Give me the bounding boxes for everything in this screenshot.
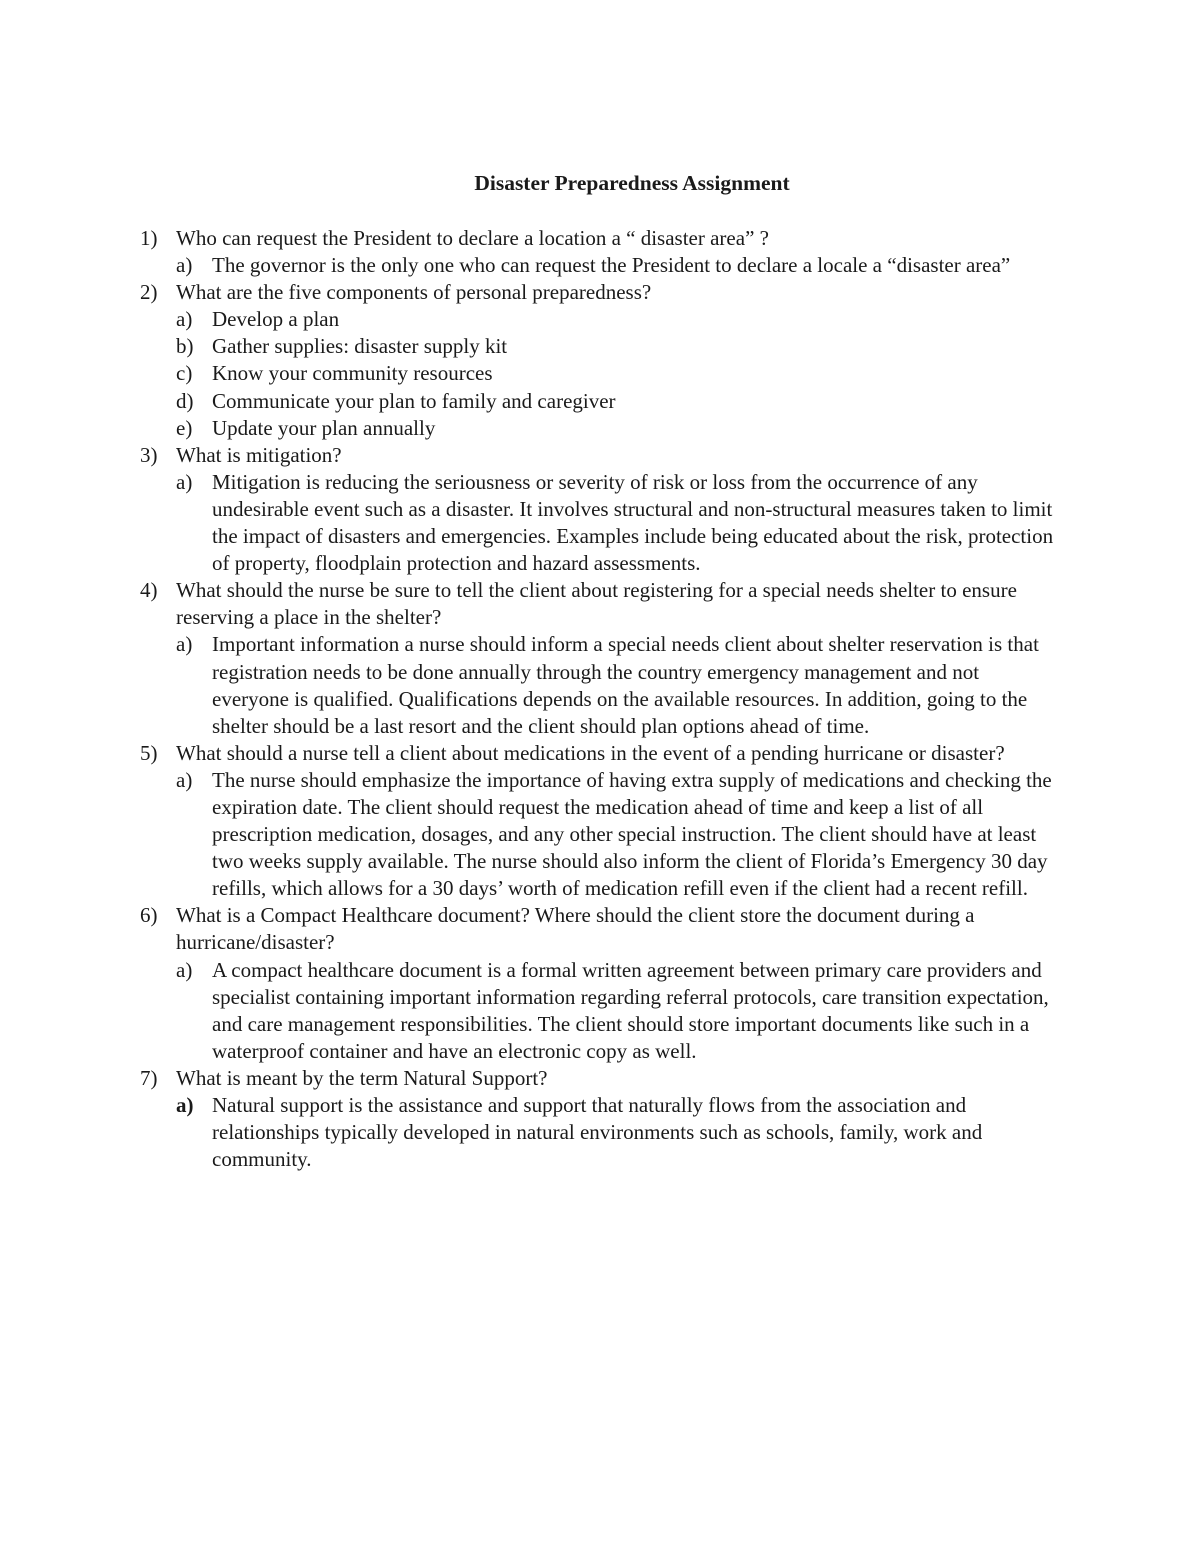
question-text: What is meant by the term Natural Support? [176,1065,548,1090]
answer-letter: a) [176,632,193,657]
answer-text: Important information a nurse should inform a special needs client about shelter reservation is that registration needs to be done annually through the country emergency management and not everyone is qualified. Qualifications depends on the available resources. In addition, going to the shelter should be a last resort and the client should plan options ahead of time. [212,632,1039,738]
question-item [140,740,1060,903]
answer-letter: a) [176,767,193,792]
answer-list [176,957,1060,1065]
answer-text: The governor is the only one who can request the President to declare a locale a “disaster area” [212,253,1011,278]
question-text: Who can request the President to declare a location a “ disaster area” ? [176,226,769,250]
answer-text: Communicate your plan to family and caregiver [212,388,616,413]
question-text: What are the five components of personal preparedness? [176,280,652,305]
answer-item [176,415,1060,442]
question-item [140,1065,1060,1173]
answer-letter: d) [176,388,194,413]
answer-item [176,957,1060,1065]
answer-text: A compact healthcare document is a formal written agreement between primary care providers and specialist containing important information regarding referral protocols, care transition expectation, and care management responsibilities. The client should store important documents like such in a waterproof container and have an electronic copy as well. [212,957,1049,1063]
question-text: What is a Compact Healthcare document? Where should the client store the document during a hurricane/disaster? [176,903,975,955]
answer-text: Natural support is the assistance and support that naturally flows from the association and relationships typically developed in natural environments such as schools, family, work and community. [212,1093,983,1172]
answer-item [176,767,1060,902]
answer-list [176,1092,1060,1173]
question-text: What should a nurse tell a client about medications in the event of a pending hurricane or disaster? [176,740,1005,765]
question-item [140,577,1060,740]
answer-text: The nurse should emphasize the importance of having extra supply of medications and checking the expiration date. The client should request the medication ahead of time and keep a list of all prescription medication, dosages, and any other special instruction. The client should have at least two weeks supply available. The nurse should also inform the client of Florida’s Emergency 30 day refills, which allows for a 30 days’ worth of medication refill even if the client had a recent refill. [212,767,1052,901]
answer-letter: c) [176,361,193,386]
answer-text: Gather supplies: disaster supply kit [212,334,508,359]
question-text: What should the nurse be sure to tell the client about registering for a special needs shelter to ensure reserving a place in the shelter? [176,578,1017,630]
question-number: 5) [140,740,158,765]
answer-letter: a) [176,957,193,982]
answer-item [176,1092,1060,1173]
question-item [140,279,1060,442]
answer-text: Develop a plan [212,307,340,332]
question-item [140,442,1060,577]
document-title: Disaster Preparedness Assignment [474,171,790,195]
answer-item [176,360,1060,387]
answer-text: Know your community resources [212,361,493,386]
question-item [140,902,1060,1065]
answer-text: Mitigation is reducing the seriousness or severity of risk or loss from the occurrence of any undesirable event such as a disaster. It involves structural and non-structural measures taken to limit the impact of disasters and emergencies. Examples include being educated about the risk, protection of property, floodplain protection and hazard assessments. [212,469,1054,576]
answer-letter: a) [176,253,193,278]
answer-text: Update your plan annually [212,415,436,440]
answer-letter: a) [176,307,193,332]
answer-item [176,333,1060,360]
answer-list [176,767,1060,902]
question-text: What is mitigation? [176,442,342,467]
answer-list [176,469,1060,577]
question-item [140,225,1060,279]
answer-letter: e) [176,415,193,440]
question-list [140,225,1060,1173]
answer-letter: b) [176,334,194,359]
question-number: 7) [140,1065,158,1090]
answer-letter: a) [176,469,193,494]
question-number: 1) [140,226,158,250]
question-number: 6) [140,903,158,928]
question-number: 2) [140,280,158,305]
answer-item [176,306,1060,333]
answer-item [176,631,1060,739]
answer-list [176,631,1060,739]
answer-item [176,388,1060,415]
answer-list [176,252,1060,279]
answer-item [176,252,1060,279]
question-number: 3) [140,442,158,467]
question-number: 4) [140,578,158,603]
answer-letter: a) [176,1093,194,1117]
answer-item [176,469,1060,577]
answer-list [176,306,1060,441]
